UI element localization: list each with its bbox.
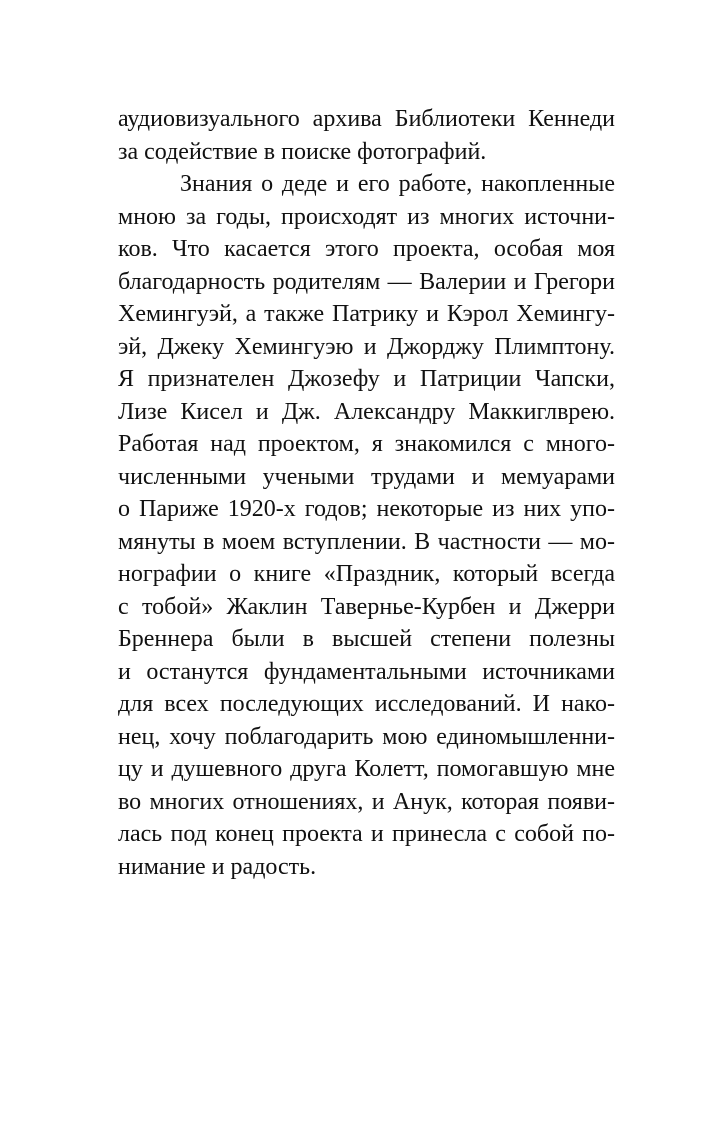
text-line: для всех последующих исследований. И нако- bbox=[118, 691, 615, 717]
text-line: за содействие в поиске фотографий. bbox=[118, 138, 487, 165]
text-line: аудиовизуального архива Библиотеки Кеннеди bbox=[118, 106, 615, 132]
text-line: Я признателен Джозефу и Патриции Чапски, bbox=[118, 366, 615, 392]
text-line: и останутся фундаментальными источниками bbox=[118, 658, 615, 685]
text-line: благодарность родителям — Валерии и Грегори bbox=[118, 268, 615, 295]
text-line: Работая над проектом, я знакомился с много- bbox=[118, 431, 615, 457]
text-line: цу и душевного друга Колетт, помогавшую мне bbox=[118, 756, 615, 782]
text-line: нографии о книге «Праздник, который всегда bbox=[118, 561, 615, 587]
text-line: эй, Джеку Хемингуэю и Джорджу Плимптону. bbox=[118, 333, 615, 360]
text-line: с тобой» Жаклин Тавернье-Курбен и Джерри bbox=[118, 593, 615, 620]
text-line: во многих отношениях, и Анук, которая появи- bbox=[118, 788, 615, 815]
text-line: численными учеными трудами и мемуарами bbox=[118, 463, 615, 490]
text-line: лась под конец проекта и принесла с собой по- bbox=[118, 821, 615, 847]
text-line: Хемингуэй, а также Патрику и Кэрол Хемингу- bbox=[118, 301, 615, 327]
text-line: нец, хочу поблагодарить мою единомышленни- bbox=[118, 723, 615, 750]
body-text bbox=[118, 103, 615, 883]
text-line: нимание и радость. bbox=[118, 853, 317, 880]
text-line: Лизе Кисел и Дж. Александру Маккиглврею. bbox=[118, 398, 615, 425]
text-line: мянуты в моем вступлении. В частности — мо- bbox=[118, 528, 615, 555]
text-line: ков. Что касается этого проекта, особая моя bbox=[118, 236, 615, 262]
text-line: мною за годы, происходят из многих источни- bbox=[118, 203, 615, 230]
text-line: Бреннера были в высшей степени полезны bbox=[118, 626, 615, 652]
text-line: Знания о деде и его работе, накопленные bbox=[180, 171, 615, 197]
text-line: о Париже 1920-х годов; некоторые из них упо- bbox=[118, 496, 615, 522]
